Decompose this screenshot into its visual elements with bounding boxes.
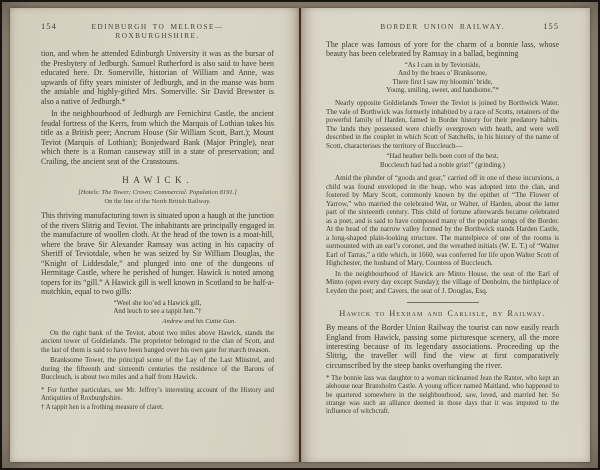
paragraph: By means of the Border Union Railway the tourist can now easily reach England from Hawick, passing some picturesque scenery, all the more interesting because of its legendary associations. Proceeding up the Slitrig, the traveller will find the view at first comparatively circumscribed by the steep banks overhanging the river. [326, 323, 559, 370]
verse-line: And by the braes o’ Branksome, [398, 70, 487, 78]
footnote: * For further particulars, see Mr. Jeffrey’s interesting account of the History and Antiquities of Roxburghshire. [41, 386, 274, 402]
ballad-quote [326, 62, 559, 96]
section-divider [407, 302, 479, 303]
footnote: † A tappit hen is a frothing measure of claret. [41, 404, 164, 412]
footnote: * The bonnie lass was daughter to a woman nicknamed Jean the Ranter, who kept an alehouse near Branxholm Castle. A young officer named Maitland, who happened to be quartered somewhere in the neighbourhood, saw, loved, and married her. So strange was such an alliance deemed in those days that it was imputed to the influence of witchcraft. [326, 375, 559, 416]
couplet-quote [326, 153, 559, 170]
paragraph: In the neighbourhood of Hawick are Minto House, the seat of the Earl of Minto (open every day except Sunday); the village of Denholm, the birthplace of Leyden the poet; and Cavers, the seat of J. Douglas, Esq. [326, 269, 559, 295]
right-page-number: 155 [543, 21, 559, 31]
verse-attribution: Andrew and his Cuttie Gun. [162, 317, 236, 325]
section-title-railway: Hawick to Hexham and Carlisle, by Railway. [339, 309, 546, 319]
verse-line: And leuch to see a tappit hen.”† [113, 308, 202, 316]
hotels-line: [Hotels: The Tower; Crown; Commercial. Population 8191.] [78, 189, 237, 196]
left-running-head: EDINBURGH TO MELROSE—ROXBURGHSHIRE. [91, 22, 224, 40]
paragraph: Nearly opposite Goldielands Tower the Teviot is joined by Borthwick Water. The vale of Borthwick was formerly inhabited by a race of Scotts, retainers of the powerful family of Harden, famed in Border history for their predatory habits. The lands they possessed were chiefly overgrown with heath, and were well described in the couplet in which Scott of Satchells, in his history of the name of Scott, characterises the territory of Buccleuch— [326, 99, 559, 150]
right-running-head: BORDER UNION RAILWAY. [380, 22, 505, 31]
verse-quote [41, 300, 274, 317]
verse-line: There first I saw my bloomin’ bride, [392, 78, 493, 86]
section-title-hawick: HAWICK. [122, 175, 193, 185]
verse-line: “As I cam in by Teviotside, [404, 61, 481, 69]
left-footnotes [41, 387, 274, 413]
railway-line: On the line of the North British Railway. [104, 198, 211, 206]
paragraph: The place was famous of yore for the charm of a bonnie lass, whose beauty has been celebrated by Ramsay in a ballad, beginning [326, 40, 559, 59]
paragraph: In the neighbourhood of Jedburgh are Fernichirst Castle, the ancient feudal fortress of the Kerrs, from which the Marquis of Lothian takes his title as a British peer; Ancrum House (Sir William Scott, Bart.); Mount Teviot (Marquis of Lothian); Bonjedward Bank (Major Pringle), near which there is a Roman causeway still in a state of preservation; and Crailing, the ancient seat of the Cranstouns. [41, 109, 274, 166]
paragraph: Branksome Tower, the principal scene of the Lay of the Last Minstrel, and during the fifteenth and sixteenth centuries the residence of the Barons of Buccleuch, is about two miles and a half from Hawick. [41, 356, 274, 382]
left-page-number: 154 [41, 21, 57, 31]
paragraph: Amid the plunder of “goods and gear,” carried off in one of these incursions, a child was found enveloped in the heap, who was adopted into the clan, and fostered by Mary Scott, commonly known by the epithet of “The Flower of Yarrow,” who married the celebrated Wat, or Walter, of Harden, about the latter part of the sixteenth century. This child of fortune afterwards became celebrated as a poet, and is said to have composed many of the popular songs of the Border. At the head of the narrow valley formed by the Borthwick stands Harden Castle, a long-shaped plain-looking structure. The mantelpiece of one of the rooms is surmounted with an earl’s coronet, and the wreathed initials (W. E. T.) of “Walter Earl of Tarras,” a title which, in 1660, was conferred for life upon Walter Scott of Highchester, the husband of Mary, Countess of Buccleuch. [326, 174, 559, 268]
verse-line: “Had heather bells been corn of the best, [386, 153, 499, 161]
verse-line: Young, smiling, sweet, and handsome.”* [386, 87, 499, 95]
right-page-header [326, 21, 559, 31]
paragraph: tion, and when he attended Edinburgh University it was as the bursar of the Presbytery of Jedburgh. Samuel Rutherford is also said to have been educated here. Dr. Somerville, historian of William and Anne, was upwards of fifty years minister of Jedburgh, and in the manse was born the amiable and highly-gifted Mrs. Somerville. Sir David Brewster is also a native of Jedburgh.* [41, 49, 274, 106]
verse-line: Buccleuch had had a noble grist!” (grinding.) [380, 161, 505, 169]
verse-line: “Weel she loo’ed a Hawick gill, [113, 299, 202, 307]
left-page [10, 8, 299, 462]
right-footnotes [326, 375, 559, 416]
left-page-header [41, 21, 274, 40]
right-page [301, 8, 590, 462]
paragraph: This thriving manufacturing town is situated upon a haugh at the junction of the rivers Slitrig and Teviot. The inhabitants are principally engaged in the manufacture of woollen cloth. At the head of the town is a moat-hill, where the brave Sir Alexander Ramsay was acting in his capacity of Sheriff of Teviotdale, when he was seized by Sir William Douglas, the “Knight of Liddesdale,” and plunged into one of the dungeons of Hermitage Castle, where he perished of hunger. Hawick is noted among topers for its “gill.” A Hawick gill is well known in Scotland to be half-a-mutchkin, equal to two gills: [41, 211, 274, 297]
paragraph: On the right bank of the Teviot, about two miles above Hawick, stands the ancient tower of Goldielands. The proprietor belonged to the clan of Scott, and the last of them is said to have been hanged over his own gate for march treason. [41, 328, 274, 354]
